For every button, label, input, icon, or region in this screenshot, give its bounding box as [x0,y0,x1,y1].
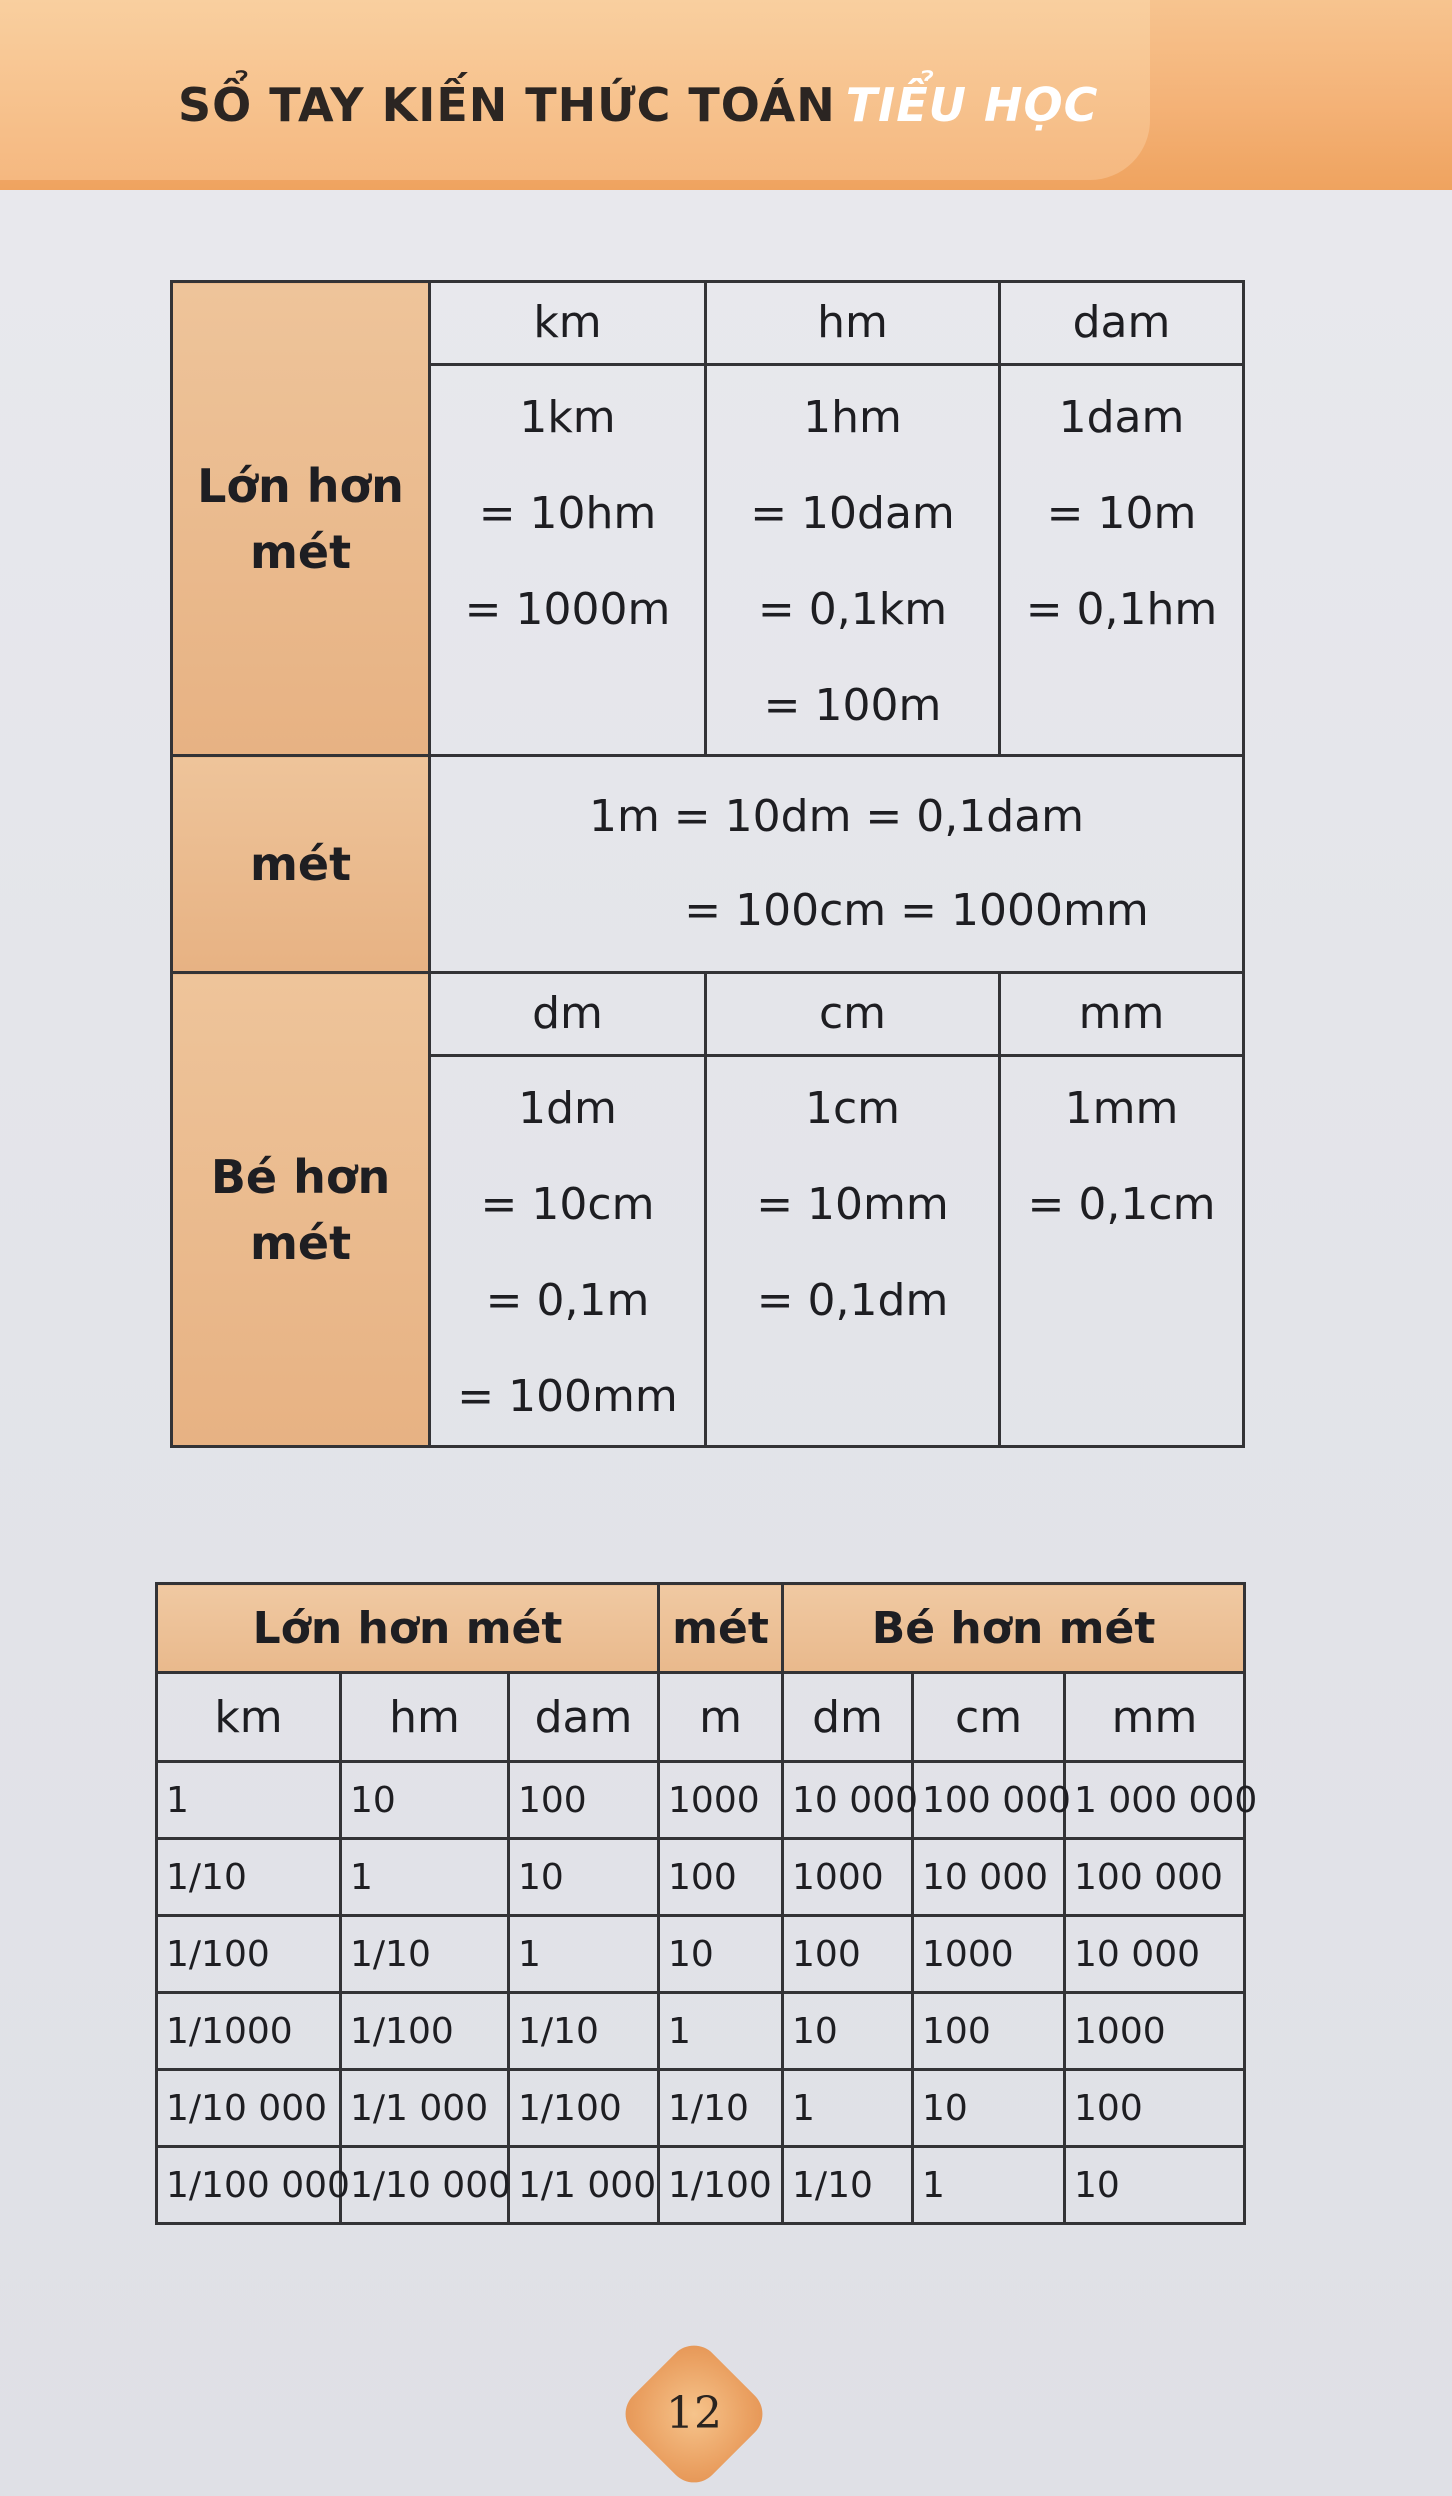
meter-conversion-cell: 1m = 10dm = 0,1dam = 100cm = 1000mm [430,756,1244,973]
unit-km: km [430,282,706,365]
group-smaller-than-meter: Bé hơn mét [783,1584,1245,1673]
dm-conversion-cell: 1dm = 10cm = 0,1m = 100mm [430,1056,706,1447]
unit-header: mm [1065,1673,1245,1762]
table-row: 1/1000 1/100 1/10 1 10 100 1000 [157,1993,1245,2070]
km-conversion-cell: 1km = 10hm = 1000m [430,365,706,756]
dam-conversion-cell: 1dam = 10m = 0,1hm [1000,365,1244,756]
unit-header: m [659,1673,783,1762]
unit-hm: hm [706,282,1000,365]
label-smaller-than-meter: Bé hơn mét [172,973,430,1447]
cm-conversion-cell: 1cm = 10mm = 0,1dm [706,1056,1000,1447]
unit-header: dm [783,1673,913,1762]
table-row: 1/10 000 1/1 000 1/100 1/10 1 10 100 [157,2070,1245,2147]
label-larger-than-meter: Lớn hơn mét [172,282,430,756]
table-row: 1/100 000 1/10 000 1/1 000 1/100 1/10 1 10 [157,2147,1245,2224]
group-larger-than-meter: Lớn hơn mét [157,1584,659,1673]
label-meter: mét [172,756,430,973]
mm-conversion-cell: 1mm = 0,1cm [1000,1056,1244,1447]
page-number: 12 [666,2388,722,2439]
unit-header: hm [341,1673,509,1762]
book-title-highlight: TIỂU HỌC [845,78,1099,132]
unit-dam: dam [1000,282,1244,365]
book-title-main: SỔ TAY KIẾN THỨC TOÁN [178,78,836,132]
book-title [178,78,1098,148]
unit-header: cm [913,1673,1065,1762]
group-meter: mét [659,1584,783,1673]
unit-cm: cm [706,973,1000,1056]
unit-conversion-grid [155,1582,1258,2225]
unit-dm: dm [430,973,706,1056]
unit-header: km [157,1673,341,1762]
table-row: 1/100 1/10 1 10 100 1000 10 000 [157,1916,1245,1993]
unit-relations-table [170,280,1245,1448]
table-row: 1/10 1 10 100 1000 10 000 100 000 [157,1839,1245,1916]
table-row: 1 10 100 1000 10 000 100 000 1 000 000 [157,1762,1245,1839]
hm-conversion-cell: 1hm = 10dam = 0,1km = 100m [706,365,1000,756]
unit-header: dam [509,1673,659,1762]
unit-mm: mm [1000,973,1244,1056]
